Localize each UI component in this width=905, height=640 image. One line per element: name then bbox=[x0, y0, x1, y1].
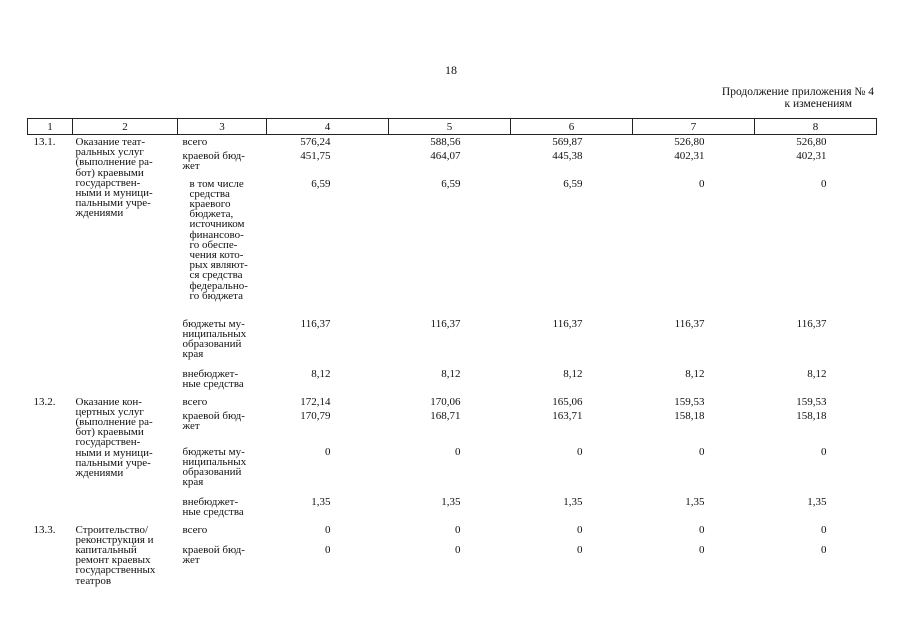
value-cell: 0 bbox=[577, 523, 583, 536]
value-cell: 0 bbox=[325, 523, 331, 536]
row-code: 13.2. bbox=[33, 395, 56, 408]
appendix-note-line2: к изменениям bbox=[784, 98, 852, 110]
funding-source bbox=[178, 523, 267, 543]
row-name-text: Оказание кон- цертных услуг (выполнение ра- бот) краевыми государствен- ными и муници- пальными учре- ждениями bbox=[75, 395, 153, 479]
column-header: 7 bbox=[633, 119, 755, 135]
budget-table bbox=[27, 118, 877, 586]
value-cell: 0 bbox=[699, 543, 705, 556]
value-cell: 172,14 bbox=[300, 395, 331, 408]
value-cell: 170,79 bbox=[300, 409, 331, 422]
value-cell: 8,12 bbox=[807, 367, 827, 380]
value-cell: 1,35 bbox=[685, 495, 705, 508]
value-cell: 158,18 bbox=[796, 409, 827, 422]
value-cell: 159,53 bbox=[674, 395, 705, 408]
funding-source bbox=[178, 177, 267, 317]
value-cell: 526,80 bbox=[796, 136, 827, 148]
value-cell: 464,07 bbox=[430, 149, 461, 162]
value-cell: 569,87 bbox=[552, 136, 583, 148]
value-cell: 6,59 bbox=[441, 177, 461, 190]
value-cell: 402,31 bbox=[674, 149, 705, 162]
funding-source-text: бюджеты му- ниципальных образований края bbox=[182, 317, 247, 361]
value-cell: 8,12 bbox=[311, 367, 331, 380]
value-cell: 168,71 bbox=[430, 409, 461, 422]
funding-source bbox=[178, 495, 267, 523]
table-row bbox=[28, 523, 877, 543]
column-header: 2 bbox=[73, 119, 178, 135]
funding-source-text: внебюджет- ные средства bbox=[182, 495, 244, 518]
row-name bbox=[73, 395, 178, 523]
value-cell: 0 bbox=[699, 177, 705, 190]
funding-source-text: всего bbox=[182, 395, 208, 408]
value-cell: 576,24 bbox=[300, 136, 331, 148]
value-cell: 159,53 bbox=[796, 395, 827, 408]
value-cell: 0 bbox=[821, 543, 827, 556]
value-cell: 445,38 bbox=[552, 149, 583, 162]
value-cell: 116,37 bbox=[430, 317, 461, 330]
appendix-note bbox=[722, 86, 874, 110]
value-cell: 0 bbox=[455, 523, 461, 536]
value-cell: 116,37 bbox=[796, 317, 827, 330]
table-row bbox=[28, 395, 877, 409]
funding-source-text: всего bbox=[182, 523, 208, 536]
value-cell: 6,59 bbox=[311, 177, 331, 190]
column-header: 4 bbox=[267, 119, 389, 135]
funding-source bbox=[178, 409, 267, 445]
value-cell: 1,35 bbox=[311, 495, 331, 508]
value-cell: 6,59 bbox=[563, 177, 583, 190]
row-code: 13.3. bbox=[33, 523, 56, 536]
funding-source bbox=[178, 543, 267, 586]
column-header: 1 bbox=[28, 119, 73, 135]
value-cell: 158,18 bbox=[674, 409, 705, 422]
funding-source-text: краевой бюд- жет bbox=[182, 543, 245, 566]
value-cell: 0 bbox=[699, 445, 705, 458]
funding-source-text: краевой бюд- жет bbox=[182, 149, 245, 172]
value-cell: 116,37 bbox=[300, 317, 331, 330]
value-cell: 116,37 bbox=[674, 317, 705, 330]
value-cell: 588,56 bbox=[430, 136, 461, 148]
row-name-text: Строительство/ реконструкция и капитальный ремонт краевых государственных театров bbox=[75, 523, 156, 587]
funding-source-text: в том числе средства краевого бюджета, источником финансово- го обеспе- чения кото- рых являют- ся средства федерально- го бюджета bbox=[189, 177, 248, 302]
value-cell: 165,06 bbox=[552, 395, 583, 408]
value-cell: 0 bbox=[325, 445, 331, 458]
column-header: 8 bbox=[755, 119, 877, 135]
funding-source-text: внебюджет- ные средства bbox=[182, 367, 244, 390]
value-cell: 1,35 bbox=[563, 495, 583, 508]
value-cell: 0 bbox=[699, 523, 705, 536]
value-cell: 163,71 bbox=[552, 409, 583, 422]
funding-source bbox=[178, 395, 267, 409]
column-header: 5 bbox=[389, 119, 511, 135]
table-header-row bbox=[28, 119, 877, 135]
row-name bbox=[73, 523, 178, 586]
funding-source-text: бюджеты му- ниципальных образований края bbox=[182, 445, 247, 489]
value-cell: 0 bbox=[455, 445, 461, 458]
value-cell: 8,12 bbox=[685, 367, 705, 380]
value-cell: 1,35 bbox=[441, 495, 461, 508]
value-cell: 170,06 bbox=[430, 395, 461, 408]
column-header: 6 bbox=[511, 119, 633, 135]
row-name-text: Оказание теат- ральных услуг (выполнение ра- бот) краевыми государствен- ными и муници- пальными учре- ждениями bbox=[75, 136, 153, 220]
value-cell: 0 bbox=[325, 543, 331, 556]
value-cell: 402,31 bbox=[796, 149, 827, 162]
funding-source-text: краевой бюд- жет bbox=[182, 409, 245, 432]
funding-source bbox=[178, 149, 267, 177]
value-cell: 0 bbox=[821, 523, 827, 536]
value-cell: 116,37 bbox=[552, 317, 583, 330]
funding-source bbox=[178, 317, 267, 367]
funding-source bbox=[178, 135, 267, 149]
row-code: 13.1. bbox=[33, 136, 56, 148]
table-row bbox=[28, 135, 877, 149]
value-cell: 8,12 bbox=[441, 367, 461, 380]
funding-source bbox=[178, 445, 267, 495]
appendix-note-line1: Продолжение приложения № 4 bbox=[721, 86, 874, 98]
value-cell: 0 bbox=[821, 445, 827, 458]
column-header: 3 bbox=[178, 119, 267, 135]
funding-source-text: всего bbox=[182, 136, 208, 148]
page-number: 18 bbox=[445, 63, 457, 77]
value-cell: 0 bbox=[821, 177, 827, 190]
value-cell: 0 bbox=[577, 543, 583, 556]
row-name bbox=[73, 135, 178, 395]
value-cell: 0 bbox=[455, 543, 461, 556]
table-body bbox=[28, 135, 877, 586]
value-cell: 1,35 bbox=[807, 495, 827, 508]
value-cell: 8,12 bbox=[563, 367, 583, 380]
value-cell: 526,80 bbox=[674, 136, 705, 148]
value-cell: 0 bbox=[577, 445, 583, 458]
funding-source bbox=[178, 367, 267, 395]
value-cell: 451,75 bbox=[300, 149, 331, 162]
